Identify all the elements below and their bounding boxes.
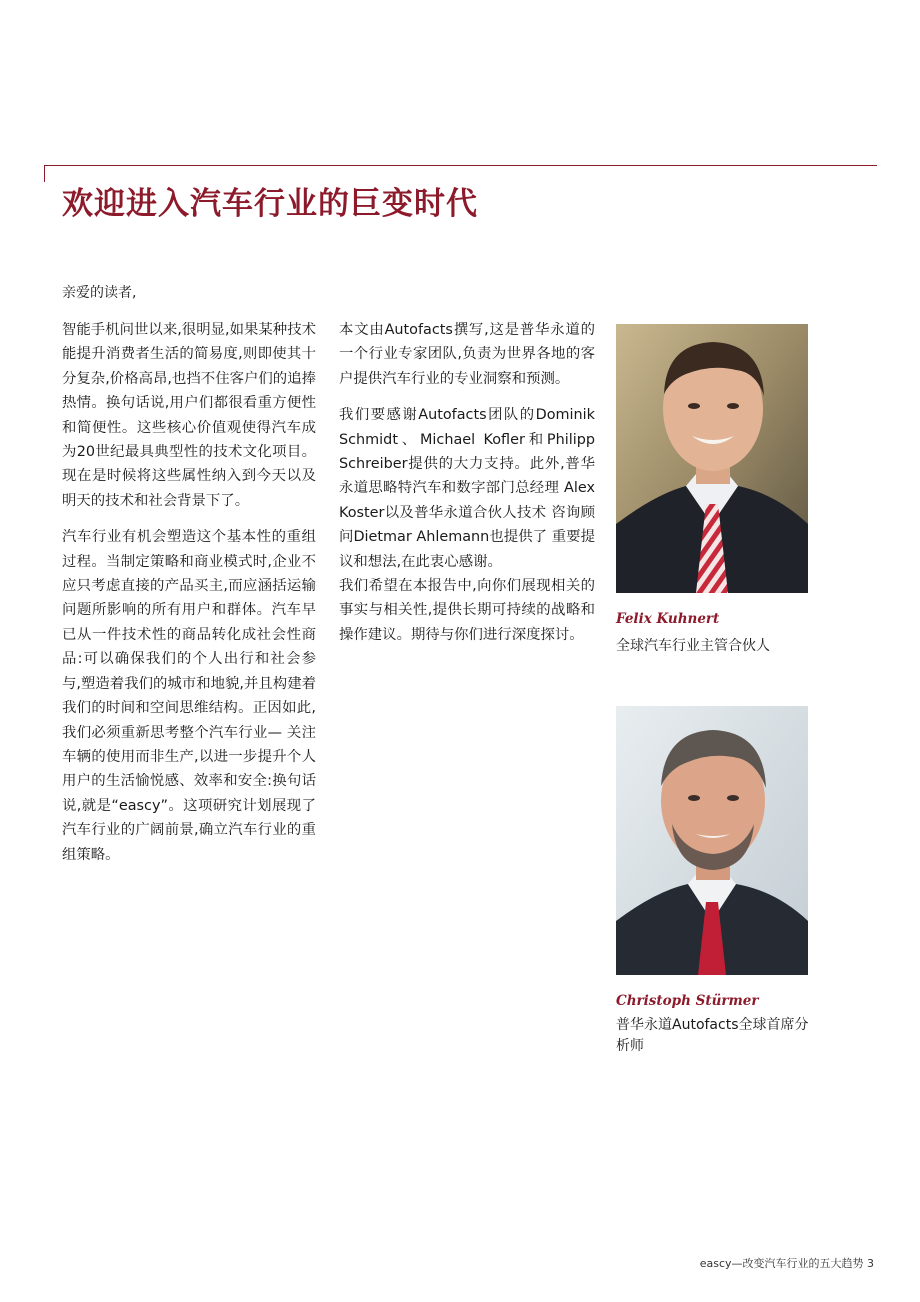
portrait-photo: [616, 324, 808, 593]
person-title: 全球汽车行业主管合伙人: [616, 638, 770, 654]
body-column-left: [62, 318, 316, 879]
paragraph: 本文由Autofacts撰写,这是普华永道的一个行业专家团队,负责为世界各地的客户提供汽车行业的专业洞察和预测。: [339, 322, 595, 387]
person-name: Felix Kuhnert: [616, 611, 720, 627]
greeting: 亲爱的读者,: [62, 285, 137, 301]
paragraph: 智能手机问世以来,很明显,如果某种技术能提升消费者生活的简易度,则即使其十分复杂,价格高昂,也挡不住客户们的追捧热情。换句话说,用户们都很看重方便性和简便性。这些核心价值观使得汽车成为20世纪最具典型性的技术文化项目。现在是时候将这些属性纳入到今天以及明天的技术和社会背景下了。: [62, 322, 316, 509]
page-title: 欢迎进入汽车行业的巨变时代: [62, 186, 478, 222]
header-rule-tick: [44, 165, 45, 182]
paragraph: 汽车行业有机会塑造这个基本性的重组过程。当制定策略和商业模式时,企业不应只考虑直接的产品买主,而应涵括运输问题所影响的所有用户和群体。汽车早已从一件技术性的商品转化成社会性商品:可以确保我们的个人出行和社会参与,塑造着我们的城市和地貌,并且构建着我们的时间和空间思维结构。正因如此,我们必须重新思考整个汽车行业— 关注车辆的使用而非生产,以进一步提升个人用户的生活愉悦感、效率和安全:换句话说,就是“eascy”。这项研究计划展现了汽车行业的广阔前景,确立汽车行业的重组策略。: [62, 529, 316, 863]
paragraph: 我们希望在本报告中,向你们展现相关的事实与相关性,提供长期可持续的战略和操作建议。期待与你们进行深度探讨。: [339, 578, 595, 643]
person-title: 普华永道Autofacts全球首席分析师: [616, 1017, 809, 1054]
body-column-middle: [339, 318, 595, 659]
page-footer: eascy—改变汽车行业的五大趋势 3: [699, 1257, 874, 1270]
person-name: Christoph Stürmer: [616, 993, 759, 1009]
paragraph: 我们要感谢Autofacts团队的Dominik Schmidt、Michael Kofler和Philipp Schreiber提供的大力支持。此外,普华永道思略特汽车和数字部门总经理 Alex Koster以及普华永道合伙人技术 咨询顾问Dietmar Ahlemann也提供了 重要提议和想法,在此衷心感谢。: [339, 407, 595, 570]
header-rule: [44, 165, 877, 166]
portrait-photo: [616, 706, 808, 975]
